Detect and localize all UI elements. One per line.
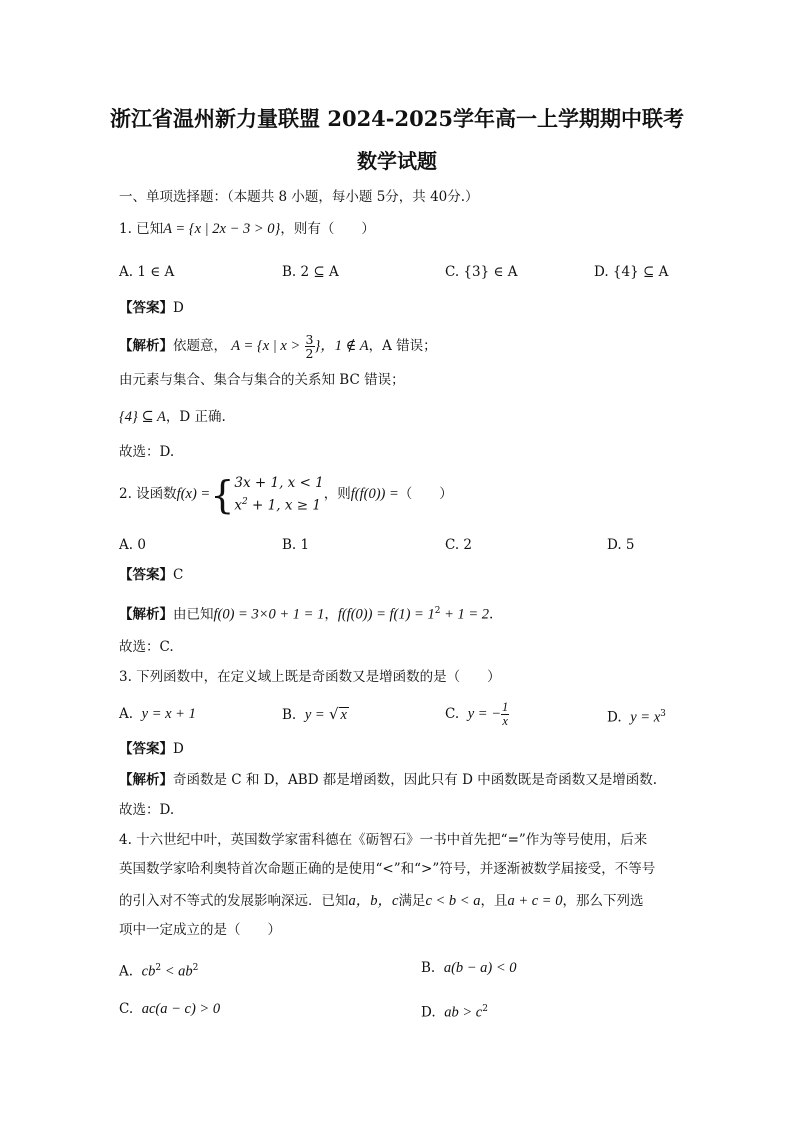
q4-option-b: B. a(b − a) < 0 — [421, 960, 517, 976]
q1-option-a: A. 1 ∈ A — [119, 264, 175, 280]
exam-title: 浙江省温州新力量联盟 2024-2025学年高一上学期期中联考 — [110, 106, 684, 131]
q2-option-d: D. 5 — [607, 537, 635, 553]
q1-analysis: 【解析】依题意， A = {x | x > $\frac{3}{2}$ }，1 ∉ A，A 错误； — [119, 332, 437, 361]
q4-stem-line3: 的引入对不等式的发展影响深远．已知a，b，c满足c < b < a，且a + c = 0，那么下列选 — [119, 893, 644, 909]
q2-analysis: 【解析】由已知f(0) = 3×0 + 1 = 1，$f(f(0)) = f(1) = 1^2 + 1 = 2$. — [119, 606, 494, 623]
q2-answer: 【答案】C — [119, 567, 184, 583]
q1-choose: 故选：D. — [119, 444, 175, 460]
q2-option-a: A. 0 — [119, 537, 146, 553]
q4-stem-line4: 项中一定成立的是（ ） — [119, 922, 281, 938]
q3-fraction: $\frac{1}{x}$ — [502, 700, 509, 728]
q1-fraction: $\frac{3}{2}$ — [305, 332, 314, 361]
q1-stem: 1. 已知A = {x | 2x − 3 > 0}，则有（ ） — [119, 221, 375, 237]
q4-stem-line2: 英国数学家哈利奥特首次命题正确的是使用“<”和“>”符号，并逐渐被数学届接受，不等号 — [119, 861, 656, 877]
q3-option-b: B. y = √ x — [282, 705, 347, 723]
q2-choose: 故选：C. — [119, 639, 174, 655]
q1-option-c: C. {3} ∈ A — [445, 264, 518, 280]
q2-option-c: C. 2 — [445, 537, 473, 553]
q1-analysis-line2: 由元素与集合、集合与集合的关系知 BC 错误； — [119, 372, 405, 388]
piecewise-cases: 3x + 1, x < 1 $x^2 + 1$, x ≥ 1 — [234, 474, 324, 514]
exam-subtitle: 数学试题 — [357, 149, 437, 173]
q3-option-d: D. $y = x^3$ — [607, 709, 666, 726]
q4-option-a: A. $cb^2 < ab^2$ — [119, 963, 199, 980]
piecewise-brace: { — [210, 472, 235, 517]
q3-analysis: 【解析】奇函数是 C 和 D，ABD 都是增函数，因此只有 D 中函数既是奇函数又是增函数. — [119, 772, 658, 788]
q4-option-d: D. ab > $c^2$ — [421, 1004, 488, 1021]
q2-option-b: B. 1 — [282, 537, 310, 553]
q1-option-b: B. 2 ⊆ A — [282, 264, 339, 280]
q3-answer: 【答案】D — [119, 741, 184, 757]
q3-option-a: A. y = x + 1 — [119, 706, 196, 722]
q1-answer: 【答案】D — [119, 300, 184, 316]
q2-stem: 2. 设函数f(x) ={ 3x + 1, x < 1 $x^2 + 1$, x ≥ 1 ，则f(f(0)) =（ ） — [119, 472, 453, 517]
q1-option-d: D. {4} ⊆ A — [594, 264, 669, 280]
q3-stem: 3. 下列函数中，在定义域上既是奇函数又是增函数的是（ ） — [119, 669, 501, 685]
q3-option-c: C. y = − $\frac{1}{x}$ — [445, 700, 509, 728]
q3-choose: 故选：D. — [119, 802, 175, 818]
section-heading: 一、单项选择题：（本题共 8 小题，每小题 5分，共 40分.） — [119, 189, 479, 205]
q4-stem-line1: 4. 十六世纪中叶，英国数学家雷科德在《砺智石》一书中首先把“=”作为等号使用，后来 — [119, 832, 648, 848]
q1-analysis-line3: {4} ⊆ A，D 正确. — [119, 409, 226, 425]
q4-option-c: C. ac(a − c) > 0 — [119, 1001, 221, 1017]
